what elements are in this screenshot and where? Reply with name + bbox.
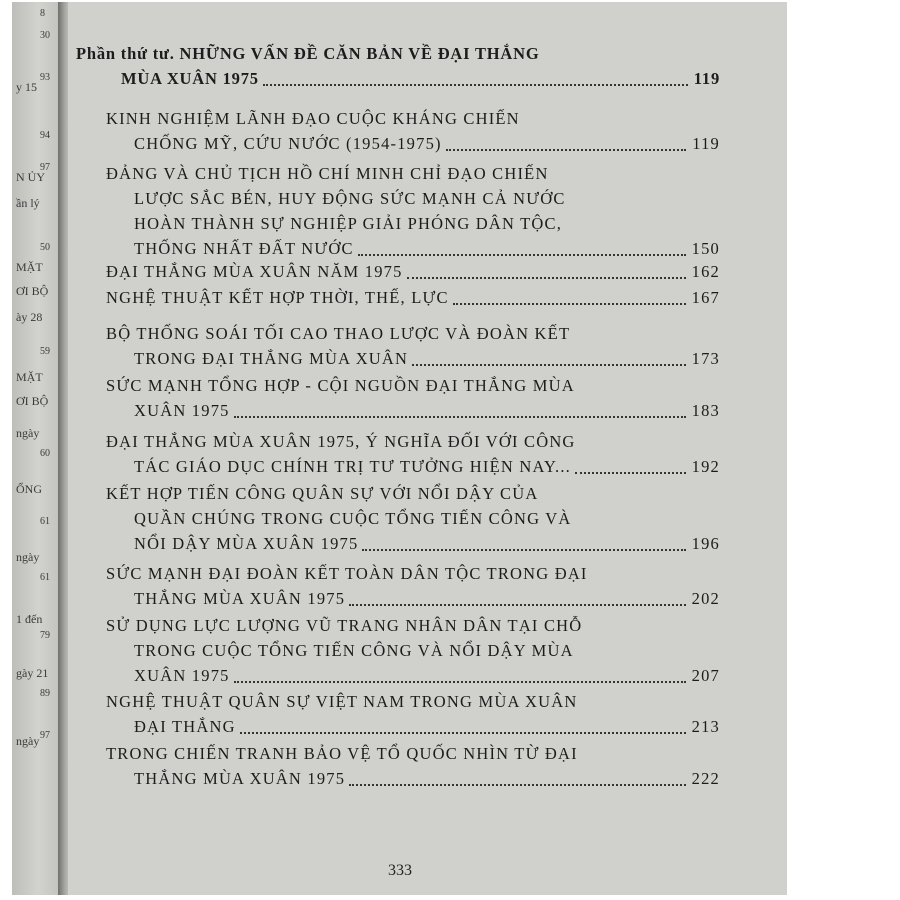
toc-entry-line: NỔI DẬY MÙA XUÂN 1975 bbox=[134, 534, 359, 553]
toc-leader-dots bbox=[412, 364, 686, 366]
toc-entry-line: CHỐNG MỸ, CỨU NƯỚC (1954-1975) bbox=[134, 134, 442, 153]
toc-page-number: 202 bbox=[691, 589, 720, 608]
toc-leader-dots bbox=[362, 549, 686, 551]
toc-entry bbox=[68, 107, 787, 157]
left-page-fragment: 61 bbox=[40, 572, 50, 583]
toc-page-number: 222 bbox=[691, 769, 720, 788]
toc-leader-dots bbox=[349, 604, 686, 606]
toc-page-number: 173 bbox=[691, 349, 720, 368]
left-page-fragment: ngày bbox=[16, 734, 40, 748]
toc-entry-line: QUẦN CHÚNG TRONG CUỘC TỔNG TIẾN CÔNG VÀ bbox=[134, 509, 572, 528]
left-page-fragment: 93 bbox=[40, 72, 50, 83]
toc-entry bbox=[68, 162, 787, 262]
toc-page-number: 183 bbox=[691, 401, 720, 420]
left-page-fragment: 94 bbox=[40, 130, 50, 141]
toc-entry-line: TRONG CUỘC TỔNG TIẾN CÔNG VÀ NỔI DẬY MÙA bbox=[134, 641, 574, 660]
left-page-fragment: 97 bbox=[40, 162, 50, 173]
left-page-fragment: 60 bbox=[40, 448, 50, 459]
left-page-fragment: 89 bbox=[40, 688, 50, 699]
toc-page-number: 150 bbox=[691, 239, 720, 258]
toc-entry-line: MÙA XUÂN 1975 bbox=[121, 69, 259, 88]
toc-leader-dots bbox=[453, 303, 686, 305]
toc-page-number: 192 bbox=[691, 457, 720, 476]
toc-entry bbox=[68, 482, 787, 557]
toc-entry-line: KẾT HỢP TIẾN CÔNG QUÂN SỰ VỚI NỔI DẬY CỦA bbox=[106, 484, 539, 503]
toc-entry bbox=[68, 322, 787, 372]
toc-entry-line: SỨC MẠNH TỔNG HỢP - CỘI NGUỒN ĐẠI THẮNG MÙA bbox=[106, 376, 575, 395]
toc-entry-line: HOÀN THÀNH SỰ NGHIỆP GIẢI PHÓNG DÂN TỘC, bbox=[134, 214, 563, 233]
toc-entry-line: Phần thứ tư. NHỮNG VẤN ĐỀ CĂN BẢN VỀ ĐẠI THẮNG bbox=[76, 44, 540, 63]
toc-page-number: 119 bbox=[692, 134, 720, 153]
toc-section-heading bbox=[68, 42, 787, 92]
left-page-fragment: MẶT bbox=[16, 370, 43, 384]
toc-leader-dots bbox=[358, 254, 686, 256]
left-page-fragment: ần lý bbox=[16, 196, 40, 210]
toc-entry-line: THỐNG NHẤT ĐẤT NƯỚC bbox=[134, 239, 354, 258]
toc-entry-line: ĐẠI THẮNG MÙA XUÂN 1975, Ý NGHĨA ĐỐI VỚI CÔNG bbox=[106, 432, 576, 451]
toc-entry-line: ĐẢNG VÀ CHỦ TỊCH HỒ CHÍ MINH CHỈ ĐẠO CHIẾN bbox=[106, 164, 549, 183]
toc-entry-line: ĐẠI THẮNG bbox=[134, 717, 236, 736]
toc-entry bbox=[68, 614, 787, 689]
left-page-fragment: ngày bbox=[16, 426, 40, 440]
toc-leader-dots bbox=[575, 472, 686, 474]
toc-page-number: 196 bbox=[691, 534, 720, 553]
toc-entry-line: THẮNG MÙA XUÂN 1975 bbox=[134, 589, 346, 608]
toc-entry bbox=[68, 562, 787, 612]
toc-entry-line: SỨC MẠNH ĐẠI ĐOÀN KẾT TOÀN DÂN TỘC TRONG ĐẠI bbox=[106, 564, 588, 583]
toc-page-number: 207 bbox=[691, 666, 720, 685]
toc-entry bbox=[68, 742, 787, 792]
page-number: 333 bbox=[388, 862, 412, 879]
toc-page-number: 167 bbox=[691, 288, 720, 307]
toc-leader-dots bbox=[263, 84, 688, 86]
toc-entry bbox=[68, 374, 787, 424]
book-photo bbox=[12, 2, 787, 895]
toc-entry-line: LƯỢC SẮC BÉN, HUY ĐỘNG SỨC MẠNH CẢ NƯỚC bbox=[134, 189, 566, 208]
toc-entry-line: THẮNG MÙA XUÂN 1975 bbox=[134, 769, 346, 788]
left-page-fragment: 30 bbox=[40, 30, 50, 41]
toc-page-number: 162 bbox=[691, 262, 720, 281]
toc-entry-line: BỘ THỐNG SOÁI TỐI CAO THAO LƯỢC VÀ ĐOÀN KẾT bbox=[106, 324, 571, 343]
left-page-edge bbox=[12, 2, 60, 895]
toc-entry-line: KINH NGHIỆM LÃNH ĐẠO CUỘC KHÁNG CHIẾN bbox=[106, 109, 520, 128]
toc-entry-line: XUÂN 1975 bbox=[134, 401, 230, 420]
toc-entry-line: NGHỆ THUẬT QUÂN SỰ VIỆT NAM TRONG MÙA XUÂN bbox=[106, 692, 578, 711]
toc-entry bbox=[68, 260, 787, 285]
left-page-fragment: 8 bbox=[40, 8, 45, 19]
left-page-fragment: 50 bbox=[40, 242, 50, 253]
left-page-fragment: N ỦY bbox=[16, 170, 45, 184]
toc-entry-line: ĐẠI THẮNG MÙA XUÂN NĂM 1975 bbox=[106, 262, 403, 281]
toc-page-number: 213 bbox=[691, 717, 720, 736]
toc-entry bbox=[68, 286, 787, 311]
toc-page bbox=[68, 2, 787, 895]
left-page-fragment: ỔNG bbox=[16, 482, 42, 496]
toc-entry-line: TRONG CHIẾN TRANH BẢO VỆ TỔ QUỐC NHÌN TỪ ĐẠI bbox=[106, 744, 578, 763]
left-page-fragment: ƠI BỘ bbox=[16, 394, 49, 408]
toc-leader-dots bbox=[446, 149, 686, 151]
left-page-fragment: ngày bbox=[16, 550, 40, 564]
left-page-fragment: y 15 bbox=[16, 80, 37, 94]
toc-page-number: 119 bbox=[693, 69, 720, 88]
left-page-fragment: 59 bbox=[40, 346, 50, 357]
toc-entry bbox=[68, 430, 787, 480]
toc-leader-dots bbox=[234, 681, 686, 683]
toc-entry-line: SỬ DỤNG LỰC LƯỢNG VŨ TRANG NHÂN DÂN TẠI CHỖ bbox=[106, 616, 583, 635]
toc-entry-line: XUÂN 1975 bbox=[134, 666, 230, 685]
toc-leader-dots bbox=[234, 416, 686, 418]
toc-entry-line: TÁC GIÁO DỤC CHÍNH TRỊ TƯ TƯỞNG HIỆN NAY... bbox=[134, 457, 572, 476]
left-page-fragment: 1 đến bbox=[16, 612, 43, 626]
toc-leader-dots bbox=[349, 784, 686, 786]
left-page-fragment: ày 28 bbox=[16, 310, 43, 324]
left-page-fragment: 79 bbox=[40, 630, 50, 641]
left-page-fragment: gày 21 bbox=[16, 666, 49, 680]
toc-entry-line: TRONG ĐẠI THẮNG MÙA XUÂN bbox=[134, 349, 409, 368]
toc-entry bbox=[68, 690, 787, 740]
left-page-fragment: MẶT bbox=[16, 260, 43, 274]
left-page-fragment: 61 bbox=[40, 516, 50, 527]
left-page-fragment: 97 bbox=[40, 730, 50, 741]
toc-leader-dots bbox=[407, 277, 686, 279]
toc-entry-line: NGHỆ THUẬT KẾT HỢP THỜI, THẾ, LỰC bbox=[106, 288, 449, 307]
left-page-fragment: ƠI BỘ bbox=[16, 284, 49, 298]
toc-leader-dots bbox=[240, 732, 686, 734]
